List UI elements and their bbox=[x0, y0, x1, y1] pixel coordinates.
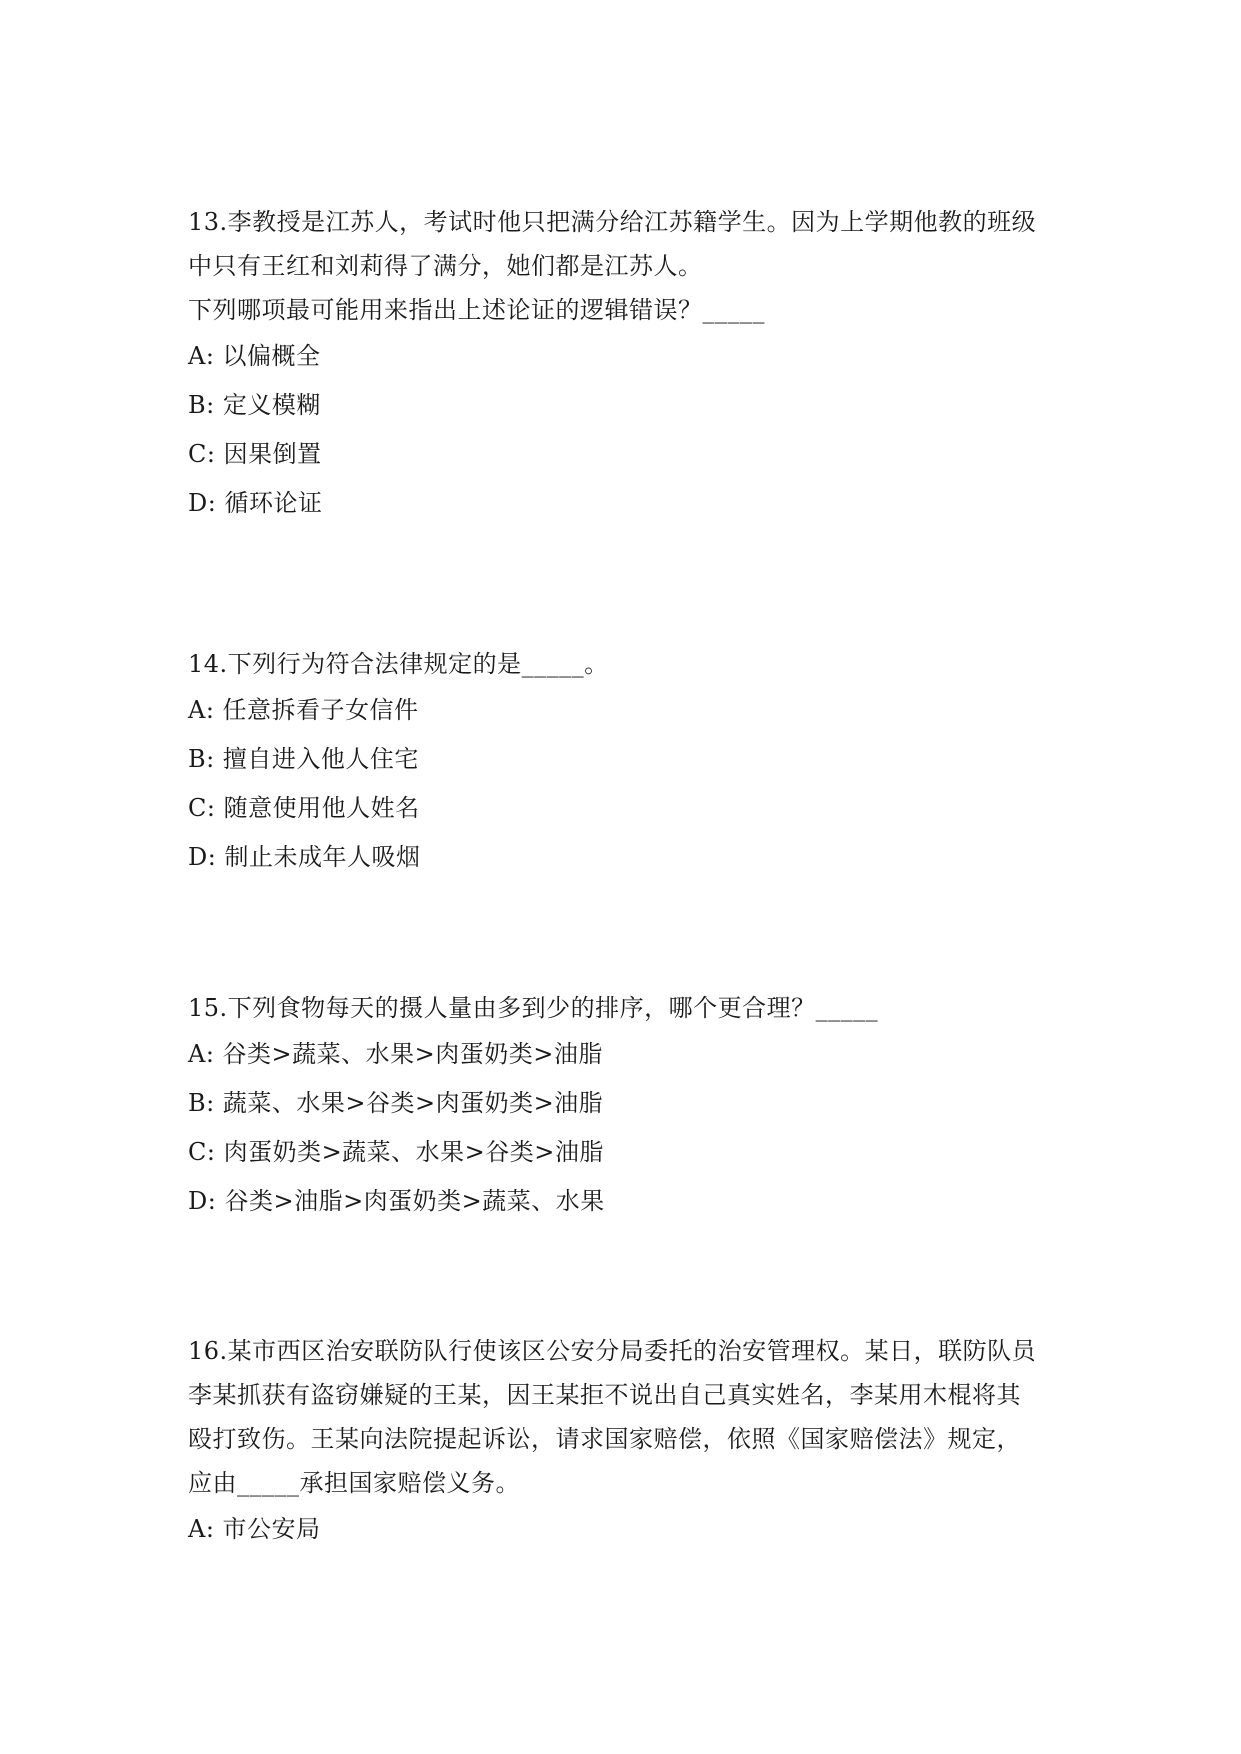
question-stem-line: 14.下列行为符合法律规定的是_____。 bbox=[188, 650, 609, 678]
question-15 bbox=[188, 986, 1068, 1226]
question-stem-line: 李某抓获有盗窃嫌疑的王某，因王某拒不说出自己真实姓名，李某用木棍将其 bbox=[188, 1381, 1021, 1409]
option-b: B: 定义模糊 bbox=[188, 391, 321, 419]
question-stem-line: 殴打致伤。王某向法院提起诉讼，请求国家赔偿，依照《国家赔偿法》规定， bbox=[188, 1425, 1021, 1453]
option-d: D: 制止未成年人吸烟 bbox=[188, 843, 421, 871]
question-14 bbox=[188, 642, 1068, 882]
question-stem-line: 中只有王红和刘莉得了满分，她们都是江苏人。 bbox=[188, 252, 703, 280]
option-c: C: 因果倒置 bbox=[188, 440, 322, 468]
option-c: C: 肉蛋奶类>蔬菜、水果>谷类>油脂 bbox=[188, 1138, 604, 1166]
question-stem-line: 16.某市西区治安联防队行使该区公安分局委托的治安管理权。某日，联防队员 bbox=[188, 1337, 1037, 1365]
option-a: A: 以偏概全 bbox=[188, 342, 321, 370]
question-16 bbox=[188, 1329, 1068, 1554]
option-d: D: 循环论证 bbox=[188, 489, 323, 517]
question-stem-line: 13.李教授是江苏人，考试时他只把满分给江苏籍学生。因为上学期他教的班级 bbox=[188, 208, 1037, 236]
option-d: D: 谷类>油脂>肉蛋奶类>蔬菜、水果 bbox=[188, 1187, 605, 1215]
option-a: A: 任意拆看子女信件 bbox=[188, 696, 419, 724]
question-stem-line: 应由_____承担国家赔偿义务。 bbox=[188, 1469, 520, 1497]
question-stem-line: 下列哪项最可能用来指出上述论证的逻辑错误？_____ bbox=[188, 296, 765, 324]
option-b: B: 蔬菜、水果>谷类>肉蛋奶类>油脂 bbox=[188, 1089, 604, 1117]
option-b: B: 擅自进入他人住宅 bbox=[188, 745, 419, 773]
question-13 bbox=[188, 200, 1068, 528]
question-stem-line: 15.下列食物每天的摄人量由多到少的排序，哪个更合理？_____ bbox=[188, 994, 879, 1022]
option-a: A: 市公安局 bbox=[188, 1515, 321, 1543]
option-a: A: 谷类>蔬菜、水果>肉蛋奶类>油脂 bbox=[188, 1040, 603, 1068]
option-c: C: 随意使用他人姓名 bbox=[188, 794, 420, 822]
